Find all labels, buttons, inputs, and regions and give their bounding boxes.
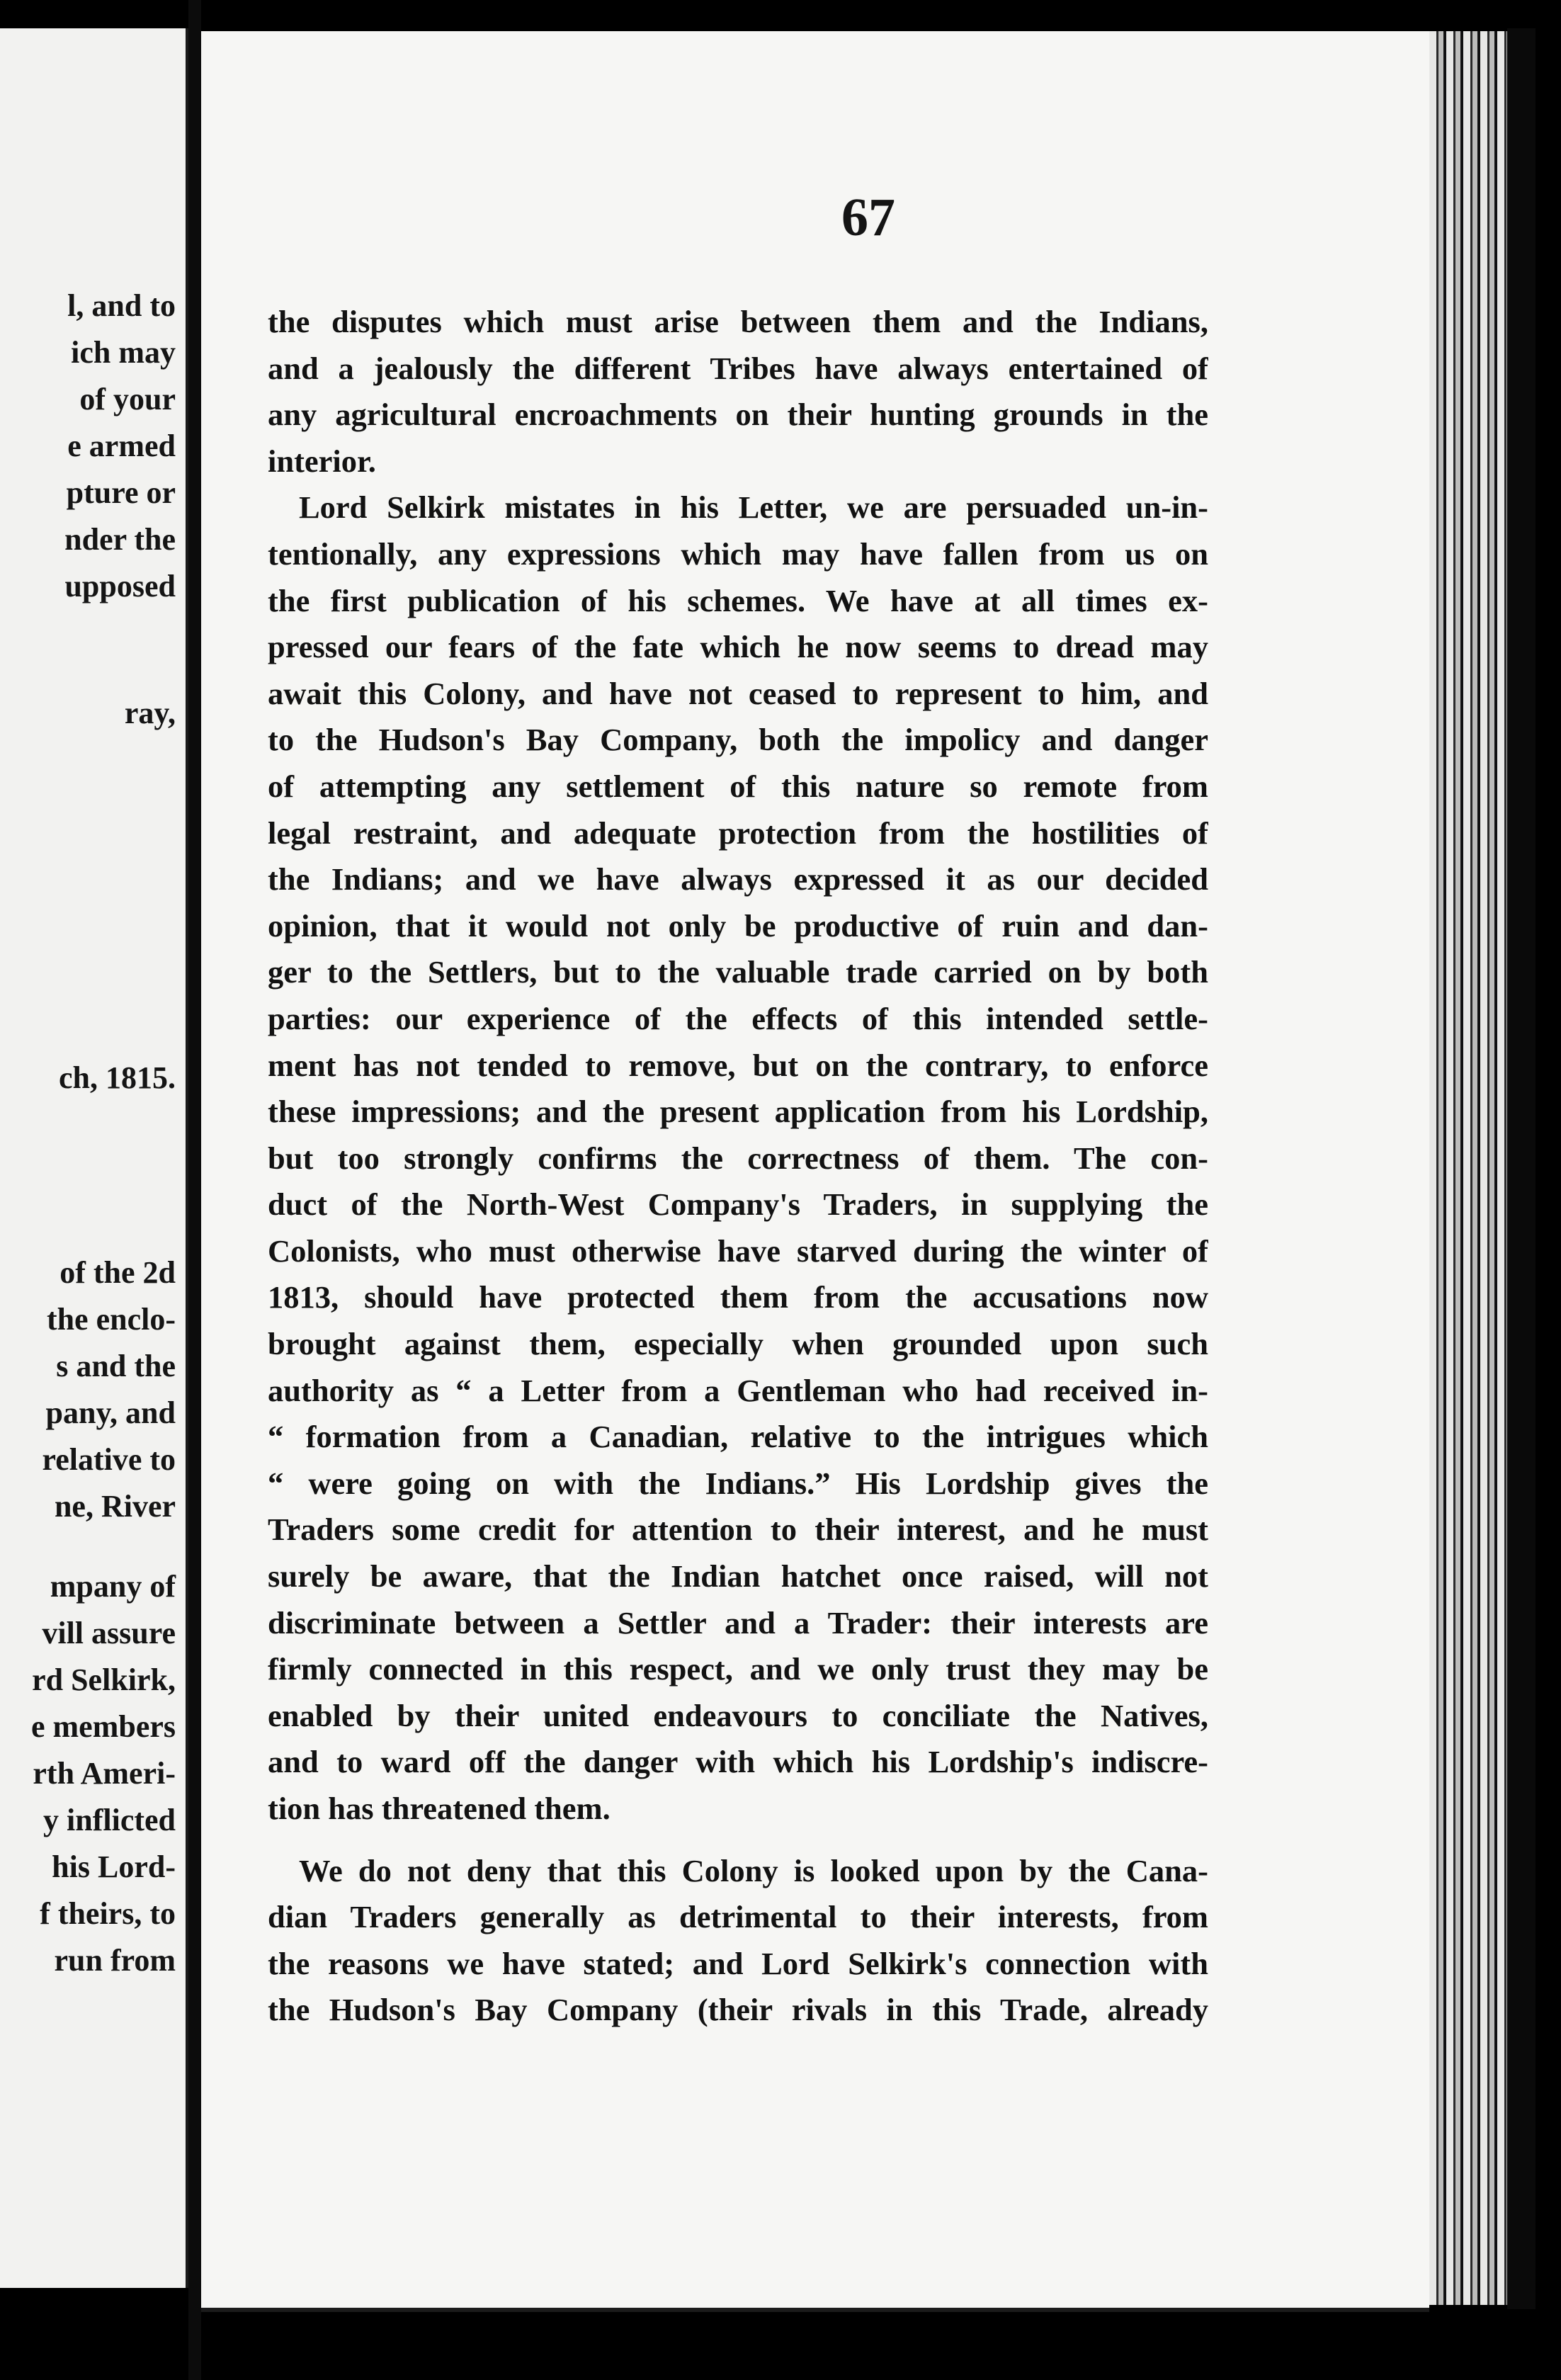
paragraph-gap bbox=[268, 1832, 1208, 1848]
left-page-line-fragment: l, and to bbox=[67, 288, 176, 323]
left-page-line-fragment: e armed bbox=[67, 429, 176, 463]
left-page-line-fragment: ray, bbox=[124, 696, 176, 730]
text-line: the Hudson's Bay Company (their rivals in this Trade, already bbox=[268, 1992, 1208, 2028]
text-line: to the Hudson's Bay Company, both the impolicy and danger bbox=[268, 722, 1208, 758]
page-number: 67 bbox=[841, 188, 895, 247]
text-line: authority as “ a Letter from a Gentleman who had received in- bbox=[268, 1372, 1208, 1408]
text-line: ment has not tended to remove, but on the contrary, to enforce bbox=[268, 1047, 1208, 1083]
page-fore-edge bbox=[1429, 31, 1507, 2305]
text-line: opinion, that it would not only be productive of ruin and dan- bbox=[268, 907, 1208, 944]
text-line: and to ward off the danger with which his Lordship's indiscre- bbox=[268, 1744, 1208, 1780]
text-line: brought against them, especially when grounded upon such bbox=[268, 1326, 1208, 1362]
left-page-line-fragment: e members bbox=[30, 1709, 176, 1744]
text-line: the first publication of his schemes. We have at all times ex- bbox=[268, 582, 1208, 618]
left-page-line-fragment: nder the bbox=[64, 522, 176, 557]
text-line: “ were going on with the Indians.” His Lordship gives the bbox=[268, 1465, 1208, 1501]
left-page-line-fragment: mpany of bbox=[50, 1569, 176, 1604]
text-line: Traders some credit for attention to their interest, and he must bbox=[268, 1512, 1208, 1548]
left-page-line-fragment: s and the bbox=[56, 1349, 176, 1383]
text-line: dian Traders generally as detrimental to their interests, from bbox=[268, 1899, 1208, 1935]
text-line: tion has threatened them. bbox=[268, 1791, 611, 1826]
left-page-line-fragment: ch, 1815. bbox=[59, 1060, 176, 1095]
text-line: 1813, should have protected them from the accusations now bbox=[268, 1279, 1208, 1315]
book-page bbox=[201, 31, 1429, 2312]
left-page-line-fragment: the enclo- bbox=[46, 1302, 176, 1337]
text-line: parties: our experience of the effects of this intended settle- bbox=[268, 1000, 1208, 1036]
text-line: Lord Selkirk mistates in his Letter, we are persuaded un-in- bbox=[299, 489, 1208, 526]
text-line: pressed our fears of the fate which he now seems to dread may bbox=[268, 629, 1208, 665]
text-line: interior. bbox=[268, 443, 376, 479]
text-line: We do not deny that this Colony is looked upon by the Cana- bbox=[299, 1852, 1208, 1888]
left-page-line-fragment: run from bbox=[54, 1943, 176, 1978]
text-line: and a jealously the different Tribes have always entertained of bbox=[268, 350, 1208, 386]
left-page-line-fragment: pany, and bbox=[45, 1395, 176, 1430]
text-line: surely be aware, that the Indian hatchet once raised, will not bbox=[268, 1558, 1208, 1594]
text-line: legal restraint, and adequate protection from the hostilities of bbox=[268, 815, 1208, 851]
text-line: ger to the Settlers, but to the valuable trade carried on by both bbox=[268, 954, 1208, 990]
left-page-line-fragment: of your bbox=[79, 382, 176, 416]
left-page-line-fragment: his Lord- bbox=[52, 1849, 176, 1884]
left-page-line-fragment: upposed bbox=[64, 569, 176, 604]
left-page-line-fragment: vill assure bbox=[42, 1616, 176, 1650]
text-line: await this Colony, and have not ceased to represent to him, and bbox=[268, 675, 1208, 711]
page-edge-shadow bbox=[1507, 28, 1536, 2309]
left-page-line-fragment: ich may bbox=[71, 335, 176, 370]
left-page-line-fragment: of the 2d bbox=[59, 1255, 176, 1290]
text-line: tentionally, any expressions which may have fallen from us on bbox=[268, 536, 1208, 572]
text-line: these impressions; and the present application from his Lordship, bbox=[268, 1094, 1208, 1130]
left-page-line-fragment: y inflicted bbox=[43, 1803, 176, 1837]
text-line: but too strongly confirms the correctness of them. The con- bbox=[268, 1140, 1208, 1176]
left-page-line-fragment: ne, River bbox=[54, 1489, 176, 1524]
text-line: any agricultural encroachments on their hunting grounds in the bbox=[268, 397, 1208, 433]
text-line: duct of the North-West Company's Traders, in supplying the bbox=[268, 1186, 1208, 1223]
previous-page-fragment bbox=[0, 28, 188, 2288]
text-line: the Indians; and we have always expressed it as our decided bbox=[268, 861, 1208, 897]
text-line: “ formation from a Canadian, relative to the intrigues which bbox=[268, 1419, 1208, 1455]
text-line: the reasons we have stated; and Lord Selkirk's connection with bbox=[268, 1945, 1208, 1981]
text-line: of attempting any settlement of this nature so remote from bbox=[268, 768, 1208, 804]
left-page-line-fragment: rd Selkirk, bbox=[32, 1662, 176, 1697]
book-gutter bbox=[188, 0, 201, 2380]
text-line: firmly connected in this respect, and we only trust they may be bbox=[268, 1651, 1208, 1687]
left-page-line-fragment: relative to bbox=[42, 1442, 176, 1477]
text-line: the disputes which must arise between them and the Indians, bbox=[268, 304, 1208, 339]
text-line: Colonists, who must otherwise have starved during the winter of bbox=[268, 1232, 1208, 1269]
page-body-text bbox=[268, 299, 1208, 2034]
text-line: discriminate between a Settler and a Trader: their interests are bbox=[268, 1604, 1208, 1640]
text-line: enabled by their united endeavours to conciliate the Natives, bbox=[268, 1697, 1208, 1733]
left-page-line-fragment: f theirs, to bbox=[40, 1896, 176, 1931]
left-page-line-fragment: pture or bbox=[66, 475, 176, 510]
left-page-line-fragment: rth Ameri- bbox=[33, 1756, 176, 1791]
